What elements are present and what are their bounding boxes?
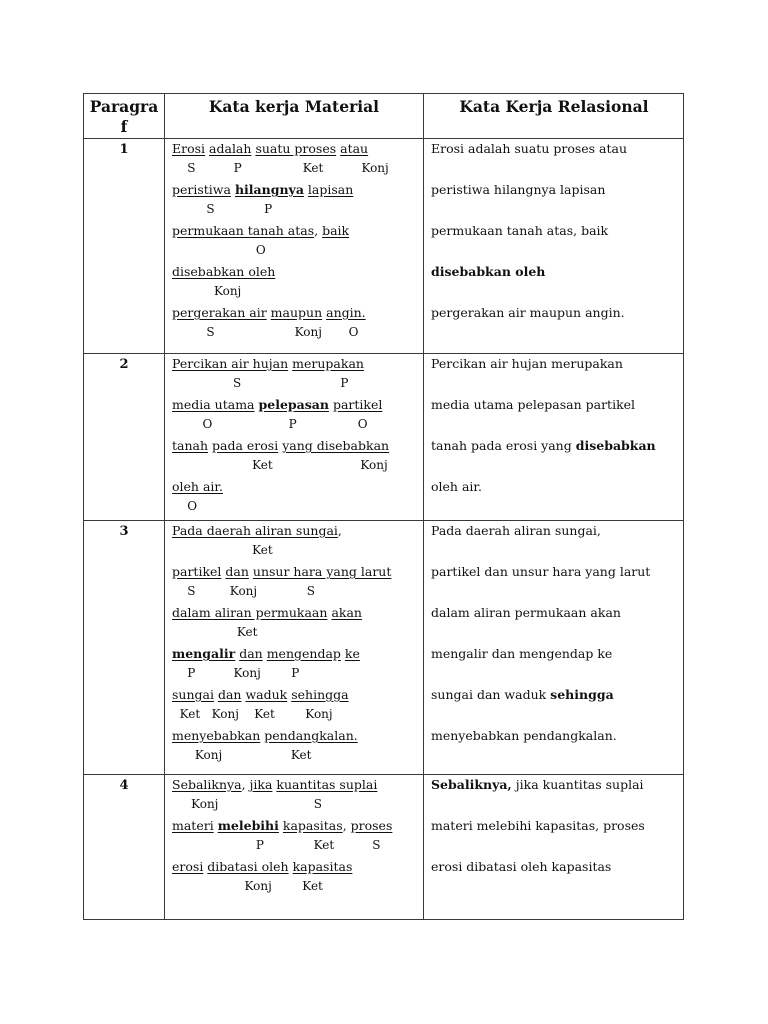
text-segment: disebabkan oleh: [172, 264, 276, 279]
text-segment: media utama: [172, 397, 255, 412]
text-segment: partikel: [332, 397, 383, 412]
row-divider: [84, 520, 683, 521]
text-segment: mengalir dan mengendap ke: [431, 646, 613, 661]
text-segment: permukaan tanah atas, baik: [431, 223, 609, 238]
relational-line: [431, 605, 621, 620]
text-segment: permukaan tanah atas: [172, 223, 315, 238]
text-segment: pendangkalan.: [264, 728, 358, 743]
row-divider: [84, 774, 683, 775]
relational-line: [431, 479, 482, 494]
header-relational: Kata Kerja Relasional: [459, 97, 649, 116]
grammar-labels: Ket: [172, 543, 273, 557]
relational-line: [431, 223, 608, 238]
text-segment: jika: [249, 777, 273, 792]
text-segment: erosi dibatasi oleh kapasitas: [431, 859, 612, 874]
text-segment: oleh air.: [172, 479, 223, 494]
text-segment: proses: [350, 818, 393, 833]
text-segment: materi: [172, 818, 214, 833]
grammar-labels: Konj S: [172, 797, 322, 811]
grammar-labels: O: [172, 243, 266, 257]
text-segment: pergerakan air: [172, 305, 267, 320]
text-segment: tanah: [172, 438, 209, 453]
relational-line: [431, 564, 650, 579]
text-segment: sungai dan waduk: [431, 687, 551, 702]
relational-line: [431, 305, 625, 320]
relational-line: [431, 646, 612, 661]
grammar-labels: Ket: [172, 625, 258, 639]
relational-line: [431, 859, 611, 874]
text-segment: menyebabkan: [172, 728, 261, 743]
material-line: [172, 264, 275, 279]
text-segment: tanah pada erosi yang: [431, 438, 576, 453]
text-segment: Erosi adalah suatu proses atau: [431, 141, 628, 156]
material-line: [172, 564, 391, 579]
material-line: [172, 141, 368, 156]
material-line: [172, 687, 349, 702]
paragraph-number: 2: [119, 357, 129, 372]
material-line: [172, 182, 353, 197]
text-segment: Sebaliknya,: [431, 777, 512, 792]
text-segment: pada erosi: [212, 438, 279, 453]
grammar-labels: S P Ket Konj: [172, 161, 389, 175]
relational-line: [431, 141, 627, 156]
text-segment: adalah: [209, 141, 252, 156]
text-segment: hilangnya: [234, 182, 304, 197]
text-segment: dan: [239, 646, 263, 661]
text-segment: merupakan: [292, 356, 364, 371]
text-segment: mengendap: [266, 646, 341, 661]
text-segment: angin.: [326, 305, 366, 320]
text-segment: sehingga: [550, 687, 614, 702]
text-segment: partikel dan unsur hara yang larut: [431, 564, 651, 579]
text-segment: erosi: [172, 859, 204, 874]
grammar-labels: S P: [172, 376, 349, 390]
relational-line: [431, 523, 601, 538]
text-segment: materi melebihi kapasitas, proses: [431, 818, 645, 833]
text-segment: maupun: [270, 305, 323, 320]
text-segment: ,: [241, 777, 250, 792]
text-segment: waduk: [245, 687, 288, 702]
grammar-labels: O: [172, 499, 198, 513]
text-segment: kuantitas suplai: [276, 777, 378, 792]
text-segment: dan: [217, 687, 242, 702]
material-line: [172, 859, 352, 874]
material-line: [172, 397, 382, 412]
text-segment: menyebabkan pendangkalan.: [431, 728, 617, 743]
material-line: [172, 479, 223, 494]
text-segment: suatu proses: [255, 141, 337, 156]
grammar-labels: Konj: [172, 284, 242, 298]
text-segment: ,: [337, 523, 342, 538]
column-divider: [423, 94, 424, 919]
material-line: [172, 438, 389, 453]
grammar-labels: Ket Konj: [172, 458, 388, 472]
text-segment: Sebaliknya: [172, 777, 242, 792]
paragraph-number: 1: [119, 142, 129, 157]
text-segment: Erosi: [172, 141, 206, 156]
text-segment: media utama pelepasan partikel: [431, 397, 636, 412]
relational-line: [431, 182, 605, 197]
grammar-labels: Konj Ket: [172, 879, 323, 893]
grammar-labels: S Konj O: [172, 325, 359, 339]
text-segment: peristiwa: [172, 182, 231, 197]
material-line: [172, 646, 360, 661]
material-line: [172, 728, 358, 743]
text-segment: pergerakan air maupun angin.: [431, 305, 625, 320]
text-segment: jika kuantitas suplai: [511, 777, 644, 792]
text-segment: Percikan air hujan: [172, 356, 289, 371]
relational-line: [431, 264, 545, 279]
paragraph-number: 3: [119, 524, 129, 539]
text-segment: pelepasan: [258, 397, 329, 412]
text-segment: disebabkan oleh: [431, 264, 546, 279]
grammar-labels: O P O: [172, 417, 368, 431]
text-segment: Percikan air hujan merupakan: [431, 356, 623, 371]
row-divider: [84, 138, 683, 139]
text-segment: Pada daerah aliran sungai,: [431, 523, 601, 538]
grammar-labels: Ket Konj Ket Konj: [172, 707, 333, 721]
text-segment: melebihi: [217, 818, 279, 833]
paragraph-number: 4: [119, 778, 129, 793]
header-paragraf: [84, 97, 164, 137]
relational-line: [431, 438, 656, 453]
text-segment: peristiwa hilangnya lapisan: [431, 182, 606, 197]
material-line: [172, 223, 349, 238]
relational-line: [431, 728, 617, 743]
text-segment: sehingga: [291, 687, 349, 702]
text-segment: dalam aliran permukaan akan: [431, 605, 621, 620]
relational-line: [431, 397, 635, 412]
text-segment: dan: [225, 564, 249, 579]
material-line: [172, 523, 342, 538]
header-paragraf-line2: f: [120, 117, 128, 136]
text-segment: yang disebabkan: [282, 438, 390, 453]
material-line: [172, 305, 366, 320]
text-segment: ,: [342, 818, 351, 833]
header-paragraf-line1: Paragra: [89, 97, 159, 116]
text-segment: ke: [344, 646, 360, 661]
column-divider: [164, 94, 165, 919]
material-line: [172, 777, 377, 792]
relational-line: [431, 777, 644, 792]
grammar-labels: S P: [172, 202, 273, 216]
relational-line: [431, 818, 645, 833]
text-segment: oleh air.: [431, 479, 482, 494]
text-segment: dalam aliran permukaan: [172, 605, 328, 620]
text-segment: lapisan: [307, 182, 354, 197]
grammar-labels: P Konj P: [172, 666, 300, 680]
text-segment: kapasitas: [292, 859, 353, 874]
grammar-labels: P Ket S: [172, 838, 381, 852]
material-line: [172, 605, 362, 620]
material-line: [172, 356, 364, 371]
text-segment: dibatasi oleh: [207, 859, 289, 874]
grammar-labels: S Konj S: [172, 584, 315, 598]
text-segment: Pada daerah aliran sungai: [172, 523, 338, 538]
relational-line: [431, 356, 623, 371]
text-segment: partikel: [172, 564, 222, 579]
text-segment: mengalir: [172, 646, 236, 661]
grammar-labels: Konj Ket: [172, 748, 312, 762]
text-segment: ,: [314, 223, 323, 238]
text-segment: atau: [340, 141, 369, 156]
text-segment: baik: [322, 223, 350, 238]
row-divider: [84, 353, 683, 354]
text-segment: kapasitas: [282, 818, 343, 833]
relational-line: [431, 687, 614, 702]
header-material: Kata kerja Material: [208, 97, 380, 116]
analysis-table: [83, 93, 684, 920]
text-segment: sungai: [172, 687, 214, 702]
material-line: [172, 818, 392, 833]
text-segment: unsur hara yang larut: [252, 564, 392, 579]
text-segment: disebabkan: [575, 438, 656, 453]
text-segment: akan: [331, 605, 362, 620]
